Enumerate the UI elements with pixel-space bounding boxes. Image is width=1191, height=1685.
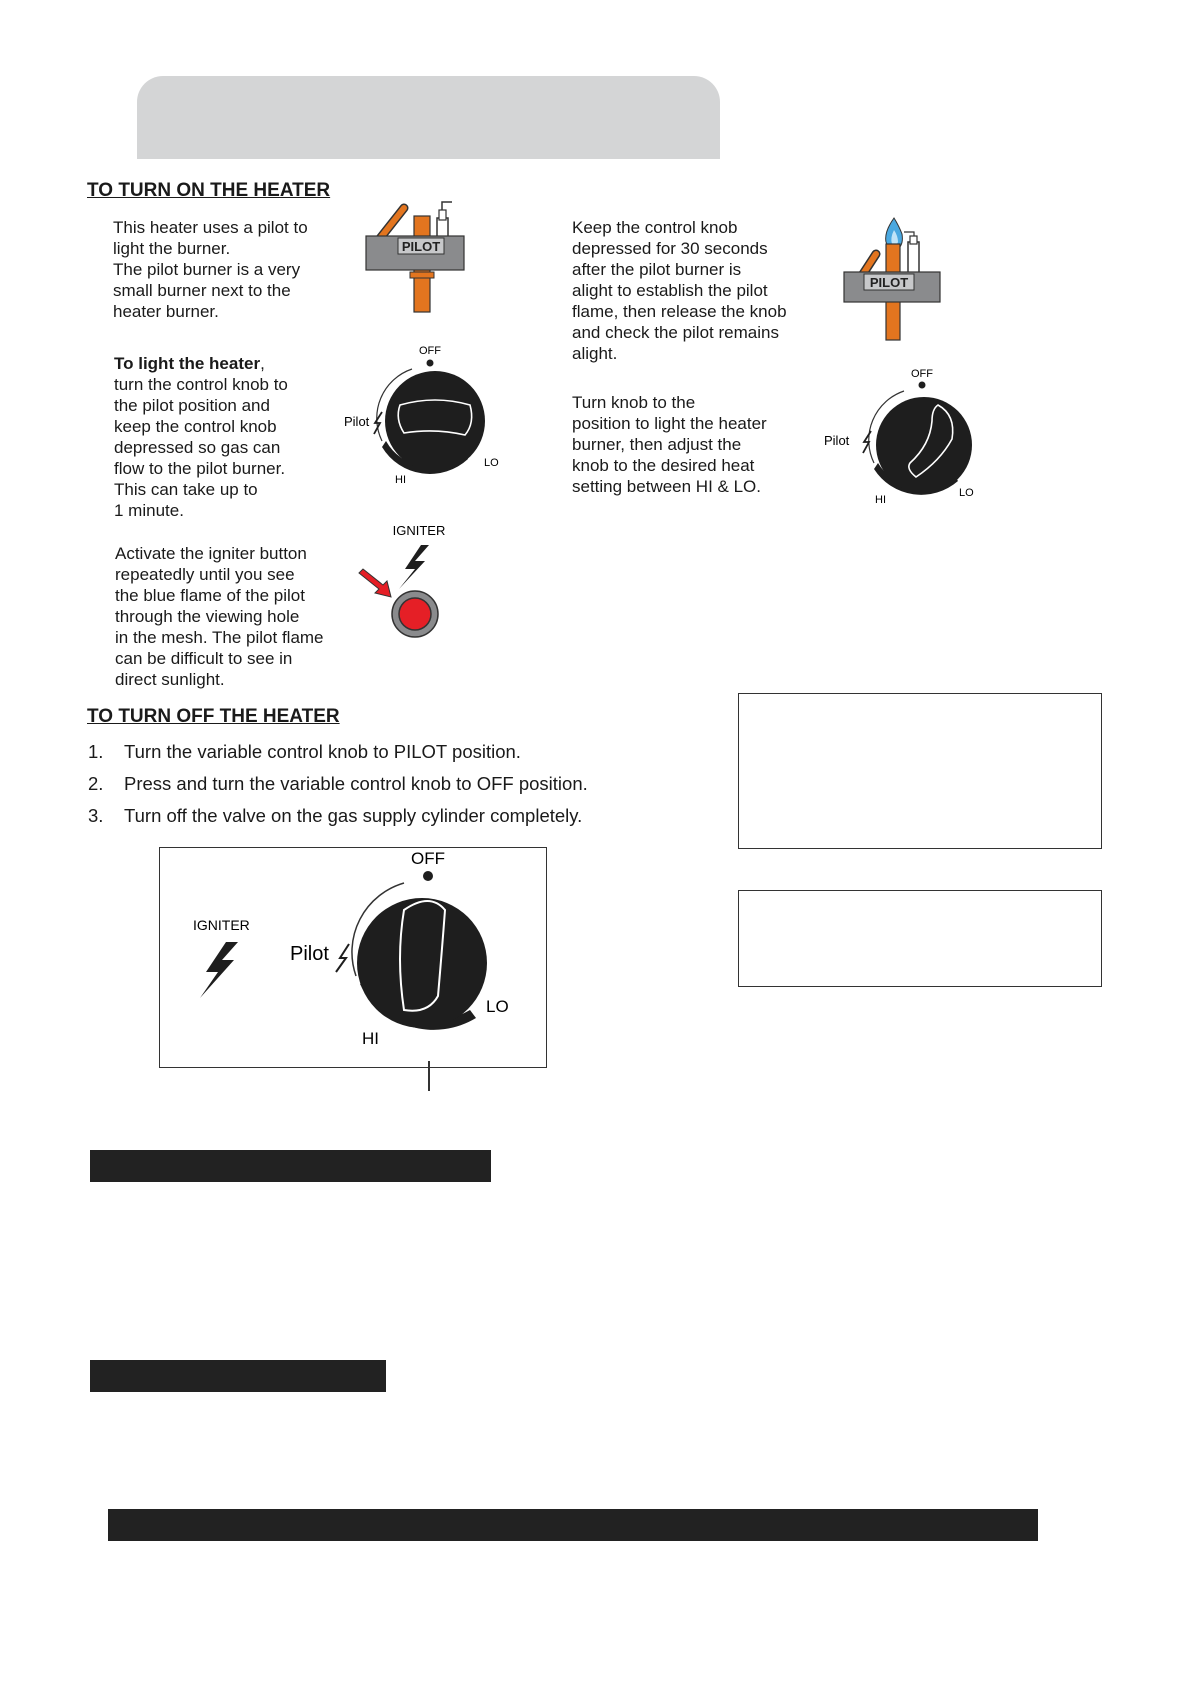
hi-label: HI <box>362 1029 379 1048</box>
svg-text:Pilot: Pilot <box>824 433 850 448</box>
svg-text:Pilot: Pilot <box>344 414 370 429</box>
igniter-bolt-icon <box>200 942 238 998</box>
note-box <box>738 693 1102 849</box>
pilot-intro-text: This heater uses a pilot to light the burner. The pilot burner is a very small burner next to the heater burner. <box>113 218 308 321</box>
control-knob-icon <box>820 365 980 510</box>
control-panel-diagram <box>159 847 547 1068</box>
svg-text:OFF: OFF <box>911 368 933 380</box>
keep-depressed-text: Keep the control knob depressed for 30 seconds after the pilot burner is alight to establish the pilot flame, then release the knob and check the pilot remains alight. <box>572 218 787 363</box>
callout-line <box>428 1061 430 1091</box>
igniter-bolt-icon <box>399 545 429 589</box>
light-heater-rest: , turn the control knob to the pilot position and keep the control knob depressed so gas can flow to the pilot burner. This can take up to 1 minute. <box>114 354 288 520</box>
off-label: OFF <box>411 849 445 868</box>
list-item: 2. Press and turn the variable control knob to OFF position. <box>88 773 588 794</box>
svg-text:HI: HI <box>875 494 886 506</box>
svg-text:IGNITER: IGNITER <box>392 523 446 538</box>
control-knob-icon <box>340 343 510 488</box>
adjust-knob-text: Turn knob to the position to light the heater burner, then adjust the knob to the desired heat setting between HI & LO. <box>572 393 767 496</box>
igniter-label: IGNITER <box>193 917 250 933</box>
svg-text:LO: LO <box>484 457 499 469</box>
red-arrow-icon <box>359 569 391 597</box>
lo-label: LO <box>486 997 509 1016</box>
pilot-plate-label: PILOT <box>401 239 441 254</box>
list-item: 3. Turn off the valve on the gas supply cylinder completely. <box>88 805 583 826</box>
turn-off-steps <box>88 741 708 831</box>
turn-off-heading: TO TURN OFF THE HEATER <box>87 706 340 727</box>
svg-text:OFF: OFF <box>419 345 441 357</box>
igniter-button-icon <box>355 523 455 643</box>
svg-text:LO: LO <box>959 487 974 499</box>
svg-text:PILOT: PILOT <box>869 275 909 290</box>
turn-on-heading: TO TURN ON THE HEATER <box>87 180 331 201</box>
pilot-label: Pilot <box>290 943 329 965</box>
svg-text:HI: HI <box>395 474 406 486</box>
pilot-flame-icon <box>838 214 948 342</box>
section-bar <box>90 1150 491 1182</box>
pilot-assembly-icon <box>360 198 470 316</box>
light-heater-bold: To light the heater <box>114 354 261 373</box>
header-tab <box>137 76 720 159</box>
igniter-text: Activate the igniter button repeatedly until you see the blue flame of the pilot through the viewing hole in the mesh. The pilot flame can be difficult to see in direct sunlight. <box>115 544 324 689</box>
section-bar <box>90 1360 386 1392</box>
light-heater-text <box>114 353 344 521</box>
list-item: 1. Turn the variable control knob to PILOT position. <box>88 741 521 762</box>
section-bar <box>108 1509 1038 1541</box>
note-box <box>738 890 1102 987</box>
